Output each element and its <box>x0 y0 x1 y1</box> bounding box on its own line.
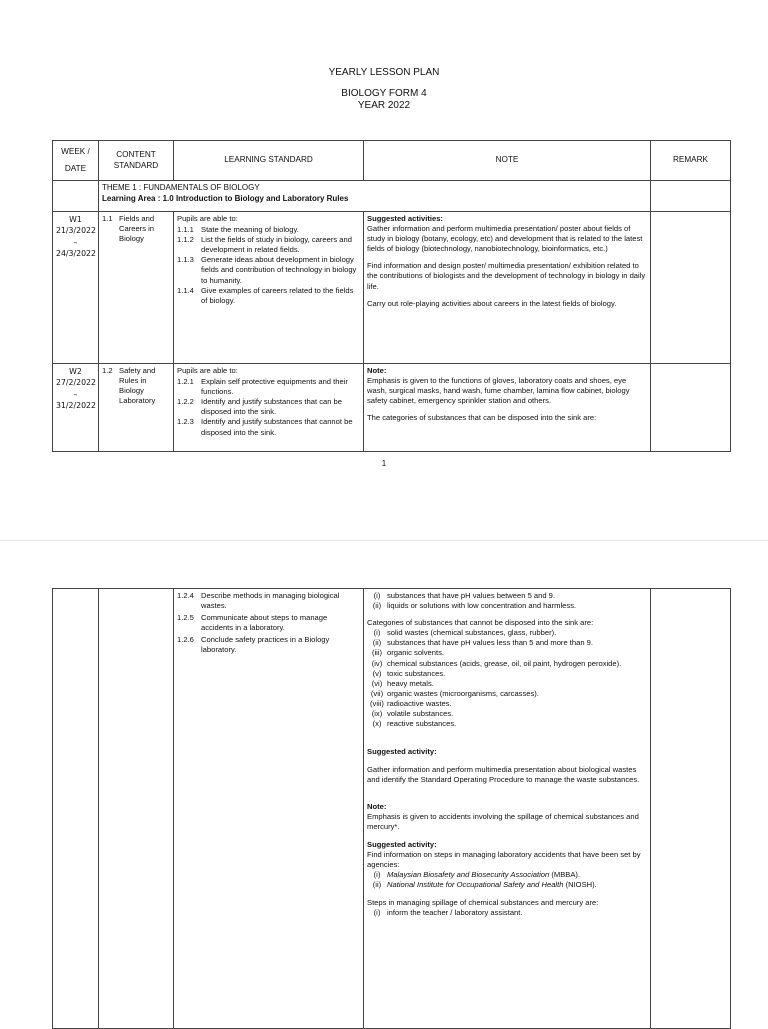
suggested-activity-text: Find information on steps in managing laboratory accidents that have been set by agencies: <box>367 849 641 869</box>
table-row-w1 <box>53 212 731 364</box>
content-standard <box>102 214 170 244</box>
content-standard-cell <box>99 364 174 452</box>
note-paragraph: Find information and design poster/ multimedia presentation/ exhibition related to the contributions of biologists and the development of technology in biology in daily life. <box>367 261 646 291</box>
list-text: heavy metals. <box>387 678 434 688</box>
col-header-standard: STANDARD <box>113 160 159 170</box>
theme-title: THEME 1 : FUNDAMENTALS OF BIOLOGY <box>102 183 260 192</box>
steps-intro: Steps in managing spillage of chemical substances and mercury are: <box>367 898 599 908</box>
ls-code: 1.1.4 <box>177 285 194 295</box>
list-num: (i) <box>373 870 381 880</box>
list-text: organic wastes (microorganisms, carcasses). <box>387 688 539 698</box>
col-header-content-standard <box>99 141 174 181</box>
col-header-remark: REMARK <box>651 141 731 181</box>
week-date-cell <box>53 364 99 452</box>
suggested-activity-heading: Suggested activity: <box>367 747 437 757</box>
document-subject: BIOLOGY FORM 4 <box>341 88 427 99</box>
agency-name: Malaysian Biosafety and Biosecurity Association <box>387 870 550 880</box>
week-label: W1 <box>69 215 82 224</box>
list-num: (ii) <box>372 601 382 611</box>
list-text: organic solvents. <box>387 648 444 658</box>
note-cell <box>364 589 651 1029</box>
content-title: Fields and Careers in Biology <box>119 214 155 244</box>
week-date-cell <box>53 589 99 1029</box>
list-num: (i) <box>373 628 381 638</box>
date-start: 27/2/2022 <box>56 378 96 388</box>
note-paragraph: Carry out role-playing activities about careers in the latest fields of biology. <box>367 298 617 308</box>
ls-text: Identify and justify substances that can be disposed into the sink. <box>201 397 342 417</box>
ls-item <box>177 377 360 397</box>
ls-item <box>177 286 360 306</box>
ls-code: 1.2.3 <box>177 417 194 427</box>
list-num: (iv) <box>371 658 383 668</box>
theme-cell <box>99 181 651 212</box>
list-item <box>367 689 647 699</box>
list-item <box>367 601 647 611</box>
lesson-plan-table-continued <box>52 588 731 1029</box>
ls-item <box>177 591 360 611</box>
list-text: liquids or solutions with low concentration and harmless. <box>387 601 577 611</box>
agency-item <box>367 870 647 880</box>
list-num: (x) <box>372 719 382 729</box>
ls-text: Explain self protective equipments and their functions. <box>201 377 348 397</box>
col-header-date: DATE <box>64 163 87 173</box>
document-year: YEAR 2022 <box>357 100 411 111</box>
agency-abbr: (NIOSH). <box>563 880 597 890</box>
learning-area: Learning Area : 1.0 Introduction to Biology and Laboratory Rules <box>102 193 349 203</box>
list-text: radioactive wastes. <box>387 698 452 708</box>
ls-text: Conclude safety practices in a Biology laboratory. <box>201 635 330 655</box>
table-row-w2-continued <box>53 589 731 1029</box>
list-num: (i) <box>373 591 381 600</box>
list-text: solid wastes (chemical substances, glass, rubber). <box>387 628 557 638</box>
page-number: 1 <box>381 459 387 468</box>
ls-code: 1.1.3 <box>177 255 194 265</box>
list-num: (vii) <box>370 688 384 698</box>
note-heading: Note: <box>367 801 387 811</box>
list-item <box>367 591 647 601</box>
list-item <box>367 628 647 638</box>
list-num: (iii) <box>371 648 383 658</box>
ls-code: 1.1.2 <box>177 235 194 245</box>
ls-item <box>177 397 360 417</box>
list-item <box>367 908 647 918</box>
ls-intro: Pupils are able to: <box>177 366 238 375</box>
ls-text: Describe methods in managing biological wastes. <box>201 591 340 611</box>
week-label: W2 <box>69 367 82 376</box>
list-text: chemical substances (acids, grease, oil, oil paint, hydrogen peroxide). <box>387 658 622 668</box>
remark-cell <box>651 212 731 364</box>
list-text: inform the teacher / laboratory assistant. <box>387 908 523 918</box>
ls-item <box>177 417 360 437</box>
document-title: YEARLY LESSON PLAN <box>328 67 440 78</box>
list-item <box>367 669 647 679</box>
agency-item <box>367 880 647 890</box>
note-cell <box>364 212 651 364</box>
list-item <box>367 719 647 729</box>
col-header-week: WEEK / <box>61 146 90 156</box>
week-date-cell <box>53 212 99 364</box>
agency-abbr: (MBBA). <box>549 870 581 880</box>
col-header-learning-standard: LEARNING STANDARD <box>174 141 364 181</box>
ls-item <box>177 635 360 655</box>
list-text: volatile substances. <box>387 709 454 719</box>
ls-code: 1.2.1 <box>177 377 194 387</box>
suggested-activity-heading: Suggested activity: <box>367 839 437 849</box>
learning-standard-cell <box>174 212 364 364</box>
ls-item <box>177 255 360 285</box>
list-text: substances that have pH values between 5 and 9. <box>387 591 556 600</box>
ls-code: 1.2.6 <box>177 635 194 645</box>
note-cell <box>364 364 651 452</box>
list-item <box>367 699 647 709</box>
list-text: substances that have pH values less than 5 and more than 9. <box>387 638 594 648</box>
list-num: (vi) <box>371 678 383 688</box>
col-header-week-date <box>53 141 99 181</box>
theme-remark-cell <box>651 181 731 212</box>
content-standard-cell <box>99 589 174 1029</box>
note-paragraph: Gather information and perform multimedia presentation/ poster about fields of study in biology (botany, ecology, etc) and development that is related to the latest fields of biology (biotechnology, nanobiotechnology, bioinformatics, etc.) <box>367 224 643 254</box>
table-row-w2 <box>53 364 731 452</box>
ls-item <box>177 225 360 235</box>
ls-text: Generate ideas about development in biology fields and contribution of technology in biology to humanity. <box>201 255 357 285</box>
content-standard-cell <box>99 212 174 364</box>
list-num: (ii) <box>372 880 382 890</box>
cannot-intro: Categories of substances that cannot be disposed into the sink are: <box>367 618 594 628</box>
date-end: 24/3/2022 <box>56 248 96 258</box>
note-heading: Suggested activities: <box>367 214 443 223</box>
table-header-row <box>53 141 731 181</box>
list-num: (ii) <box>372 638 382 648</box>
remark-cell <box>651 364 731 452</box>
col-header-content: CONTENT <box>116 149 156 159</box>
note-paragraph: Emphasis is given to the functions of gloves, laboratory coats and shoes, eye wash, surgical masks, hand wash, fume chamber, lamina flow cabinet, biology safety cabinet, emergency sprinkler station and others. <box>367 376 630 406</box>
date-end: 31/2/2022 <box>56 400 96 410</box>
theme-empty-cell <box>53 181 99 212</box>
ls-code: 1.2.2 <box>177 397 194 407</box>
ls-code: 1.2.4 <box>177 591 194 600</box>
list-item <box>367 638 647 648</box>
ls-text: List the fields of study in biology, careers and development in related fields. <box>201 235 352 255</box>
date-dash: – <box>73 389 78 399</box>
ls-text: State the meaning of biology. <box>201 225 299 235</box>
list-num: (i) <box>373 908 381 918</box>
list-num: (ix) <box>371 709 383 719</box>
list-item <box>367 679 647 689</box>
remark-cell <box>651 589 731 1029</box>
list-text: reactive substances. <box>387 719 457 729</box>
content-code: 1.1 <box>102 214 113 223</box>
suggested-activity-text: Gather information and perform multimedia presentation about biological wastes and identify the Standard Operating Procedure to manage the waste substances. <box>367 765 640 785</box>
note-text: Emphasis is given to accidents involving the spillage of chemical substances and mercury*. <box>367 811 639 831</box>
theme-row <box>53 181 731 212</box>
ls-text: Give examples of careers related to the fields of biology. <box>201 285 354 305</box>
ls-code: 1.2.5 <box>177 613 194 623</box>
content-title: Safety and Rules in Biology Laboratory <box>119 366 156 406</box>
col-header-note: NOTE <box>364 141 651 181</box>
content-code: 1.2 <box>102 366 113 375</box>
ls-code: 1.1.1 <box>177 225 194 235</box>
list-num: (viii) <box>370 698 384 708</box>
learning-standard-cell <box>174 364 364 452</box>
list-item <box>367 659 647 669</box>
ls-text: Communicate about steps to manage accidents in a laboratory. <box>201 613 328 633</box>
date-dash: – <box>73 237 78 247</box>
ls-text: Identify and justify substances that cannot be disposed into the sink. <box>201 417 353 437</box>
learning-standard-cell <box>174 589 364 1029</box>
content-standard <box>102 366 170 406</box>
list-item <box>367 709 647 719</box>
note-heading: Note: <box>367 366 387 375</box>
date-start: 21/3/2022 <box>56 226 96 236</box>
ls-item <box>177 613 360 633</box>
list-item <box>367 648 647 658</box>
list-text: toxic substances. <box>387 668 446 678</box>
agency-text <box>387 880 647 890</box>
agency-text <box>387 870 647 880</box>
agency-name: National Institute for Occupational Safety and Health <box>387 880 564 890</box>
ls-item <box>177 235 360 255</box>
ls-intro: Pupils are able to: <box>177 214 238 223</box>
list-num: (v) <box>372 668 382 678</box>
note-paragraph: The categories of substances that can be disposed into the sink are: <box>367 413 597 423</box>
lesson-plan-table <box>52 140 731 452</box>
